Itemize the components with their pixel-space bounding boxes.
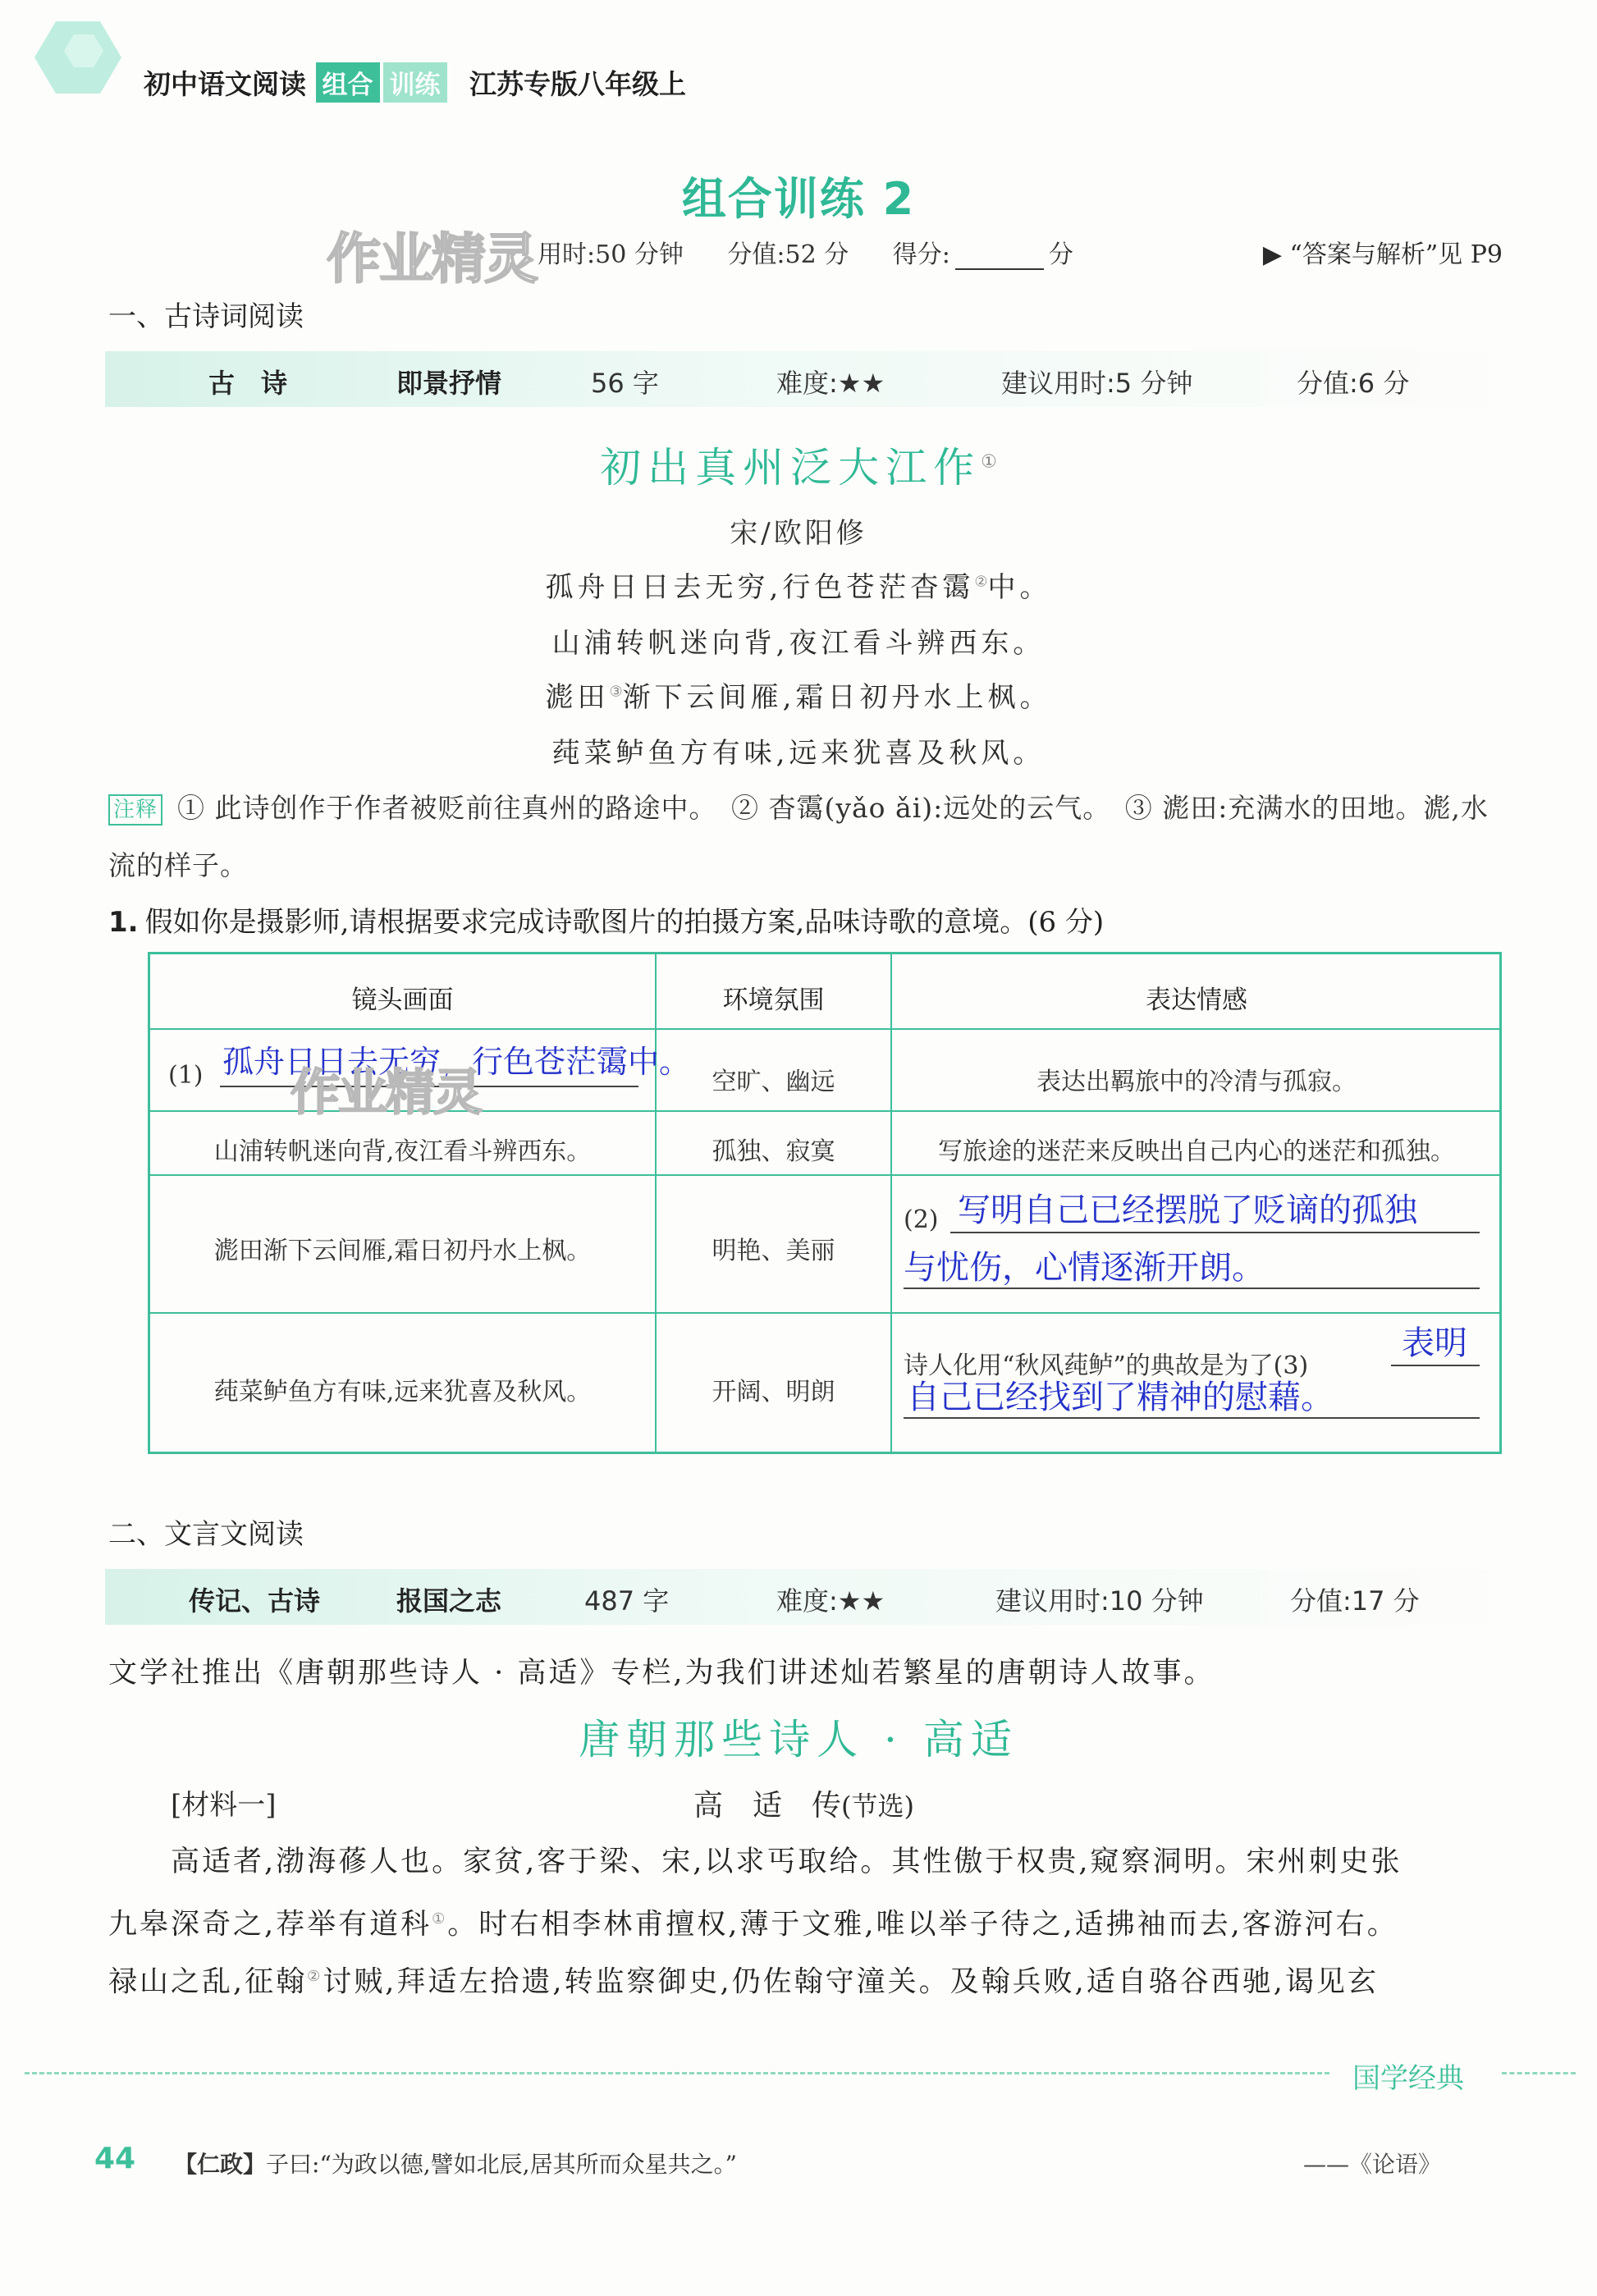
note-tag: 注释 [108, 794, 162, 826]
info-bar-poetry [105, 351, 1508, 407]
note-text: ① 此诗创作于作者被贬前往真州的路途中。 ② 杳霭(yǎo ǎi):远处的云气。 ③ 滮田:充满水的田地。滮,水流的样子。 [108, 792, 1489, 881]
quote-source: ——《论语》 [1302, 2151, 1441, 2178]
blank-label-2: (2) [904, 1205, 939, 1234]
quote-tag: 【仁政】 [174, 2151, 267, 2178]
genre: 传记、古诗 [189, 1585, 321, 1617]
blank-label-1: (1) [168, 1061, 204, 1090]
book-edition: 江苏专版八年级上 [469, 68, 686, 100]
total-score: 分值:52 分 [727, 240, 849, 269]
answer-reference: ▶ “答案与解析”见 P9 [1262, 240, 1503, 269]
theme: 即景抒情 [396, 368, 502, 399]
exam-meta [538, 234, 1110, 270]
footnote-marker: ① [981, 451, 997, 473]
score-label: 得分: [892, 240, 950, 269]
page-number: 44 [94, 2142, 136, 2175]
scene-cell: 山浦转帆迷向背,夜江看斗辨西东。 [213, 1137, 592, 1166]
handwritten-answer-2[interactable]: 写明自己已经摆脱了贬谪的孤独 [958, 1191, 1417, 1229]
material-label: [材料一] [171, 1789, 277, 1822]
hexagon-decoration-icon [33, 18, 123, 97]
handwritten-answer-3[interactable]: 表明 [1402, 1324, 1467, 1362]
passage-line: 高适者,渤海蓚人也。家贫,客于梁、宋,以求丐取给。其性傲于权贵,窥察洞明。宋州刺史张 [108, 1845, 1403, 1878]
time-limit: 用时:50 分钟 [538, 240, 684, 269]
question-number: 1. [108, 906, 139, 939]
word-count: 56 字 [591, 368, 659, 399]
header-mood: 环境氛围 [722, 986, 825, 1015]
header-tag-combo: 组合 [316, 62, 380, 103]
header-emotion: 表达情感 [1146, 986, 1247, 1015]
material-title: 高 适 传(节选) [693, 1789, 914, 1823]
poem-author: 宋/欧阳修 [730, 517, 867, 550]
photo-plan-table [148, 952, 1502, 1454]
score-unit: 分 [1048, 240, 1073, 269]
theme: 报国之志 [396, 1585, 502, 1617]
scene-cell: 莼菜鲈鱼方有味,远来犹喜及秋风。 [213, 1378, 592, 1406]
question-text: 假如你是摄影师,请根据要求完成诗歌图片的拍摄方案,品味诗歌的意境。(6 分) [144, 906, 1105, 939]
passage-line: 禄山之乱,征翰②讨贼,拜适左拾遗,转监察御史,仍佐翰守潼关。及翰兵败,适自骆谷西驰,谒见玄 [108, 1965, 1379, 1999]
footer-category: 国学经典 [1352, 2062, 1464, 2095]
word-count: 487 字 [584, 1585, 670, 1617]
section-intro: 文学社推出《唐朝那些诗人 · 高适》专栏,为我们讲述灿若繁星的唐朝诗人故事。 [108, 1657, 1215, 1690]
emotion-cell: 表达出羁旅中的冷清与孤寂。 [1036, 1068, 1357, 1096]
mood-cell: 开阔、明朗 [712, 1378, 835, 1406]
annotations [108, 780, 1512, 894]
footer-divider [1502, 2072, 1576, 2074]
mood-cell: 空旷、幽远 [712, 1068, 835, 1096]
info-bar-classical [105, 1569, 1508, 1625]
header-tag-training: 训练 [383, 62, 447, 103]
poem-line: 莼菜鲈鱼方有味,远来犹喜及秋风。 [551, 737, 1046, 770]
passage-line: 九皋深奇之,荐举有道科①。时右相李林甫擅权,薄于文雅,唯以举子待之,适拂袖而去,客游河右。 [108, 1908, 1398, 1942]
difficulty: 难度:★★ [776, 1585, 885, 1617]
watermark: 作业精灵 [327, 227, 537, 290]
score-value: 分值:6 分 [1297, 368, 1410, 399]
score-blank[interactable] [955, 268, 1044, 270]
quote-text: 子曰:“为政以德,譬如北辰,居其所而众星共之。” [266, 2151, 737, 2178]
mood-cell: 孤独、寂寞 [712, 1137, 835, 1166]
watermark: 作业精灵 [291, 1064, 481, 1122]
footer-divider [25, 2072, 1329, 2074]
emotion-prompt: 诗人化用“秋风莼鲈”的典故是为了(3) [904, 1352, 1309, 1380]
poem-title [0, 435, 1597, 494]
article-title: 唐朝那些诗人 · 高适 [579, 1716, 1018, 1763]
book-header [144, 62, 686, 103]
footer-quote [174, 2147, 737, 2179]
section-heading-poetry: 一、古诗词阅读 [108, 300, 304, 333]
header-scene: 镜头画面 [351, 986, 454, 1015]
handwritten-answer-3-cont[interactable]: 自己已经找到了精神的慰藉。 [907, 1379, 1334, 1416]
poem-line: 滮田③渐下云间雁,霜日初丹水上枫。 [545, 681, 1052, 714]
suggested-time: 建议用时:10 分钟 [995, 1585, 1204, 1617]
emotion-cell: 写旅途的迷茫来反映出自己内心的迷茫和孤独。 [938, 1137, 1455, 1166]
suggested-time: 建议用时:5 分钟 [1001, 368, 1193, 399]
mood-cell: 明艳、美丽 [712, 1237, 835, 1265]
handwritten-answer-2-cont[interactable]: 与忧伤，心情逐渐开朗。 [904, 1249, 1265, 1287]
poem-line: 山浦转帆迷向背,夜江看斗辨西东。 [551, 627, 1046, 660]
score-value: 分值:17 分 [1290, 1585, 1420, 1617]
page-title: 组合训练 2 [681, 173, 916, 225]
difficulty: 难度:★★ [776, 368, 885, 399]
scene-cell: 滮田渐下云间雁,霜日初丹水上枫。 [213, 1237, 592, 1265]
book-name: 初中语文阅读 [144, 68, 306, 100]
genre: 古 诗 [208, 368, 288, 399]
poem-title-text: 初出真州泛大江作 [600, 444, 982, 492]
poem-line: 孤舟日日去无穷,行色苍茫杳霭②中。 [545, 571, 1052, 604]
handwritten-answer-1[interactable]: 孤舟日日去无穷，行色苍茫霭中。 [222, 1044, 691, 1080]
section-heading-classical: 二、文言文阅读 [108, 1518, 304, 1551]
question-1 [108, 899, 1104, 940]
